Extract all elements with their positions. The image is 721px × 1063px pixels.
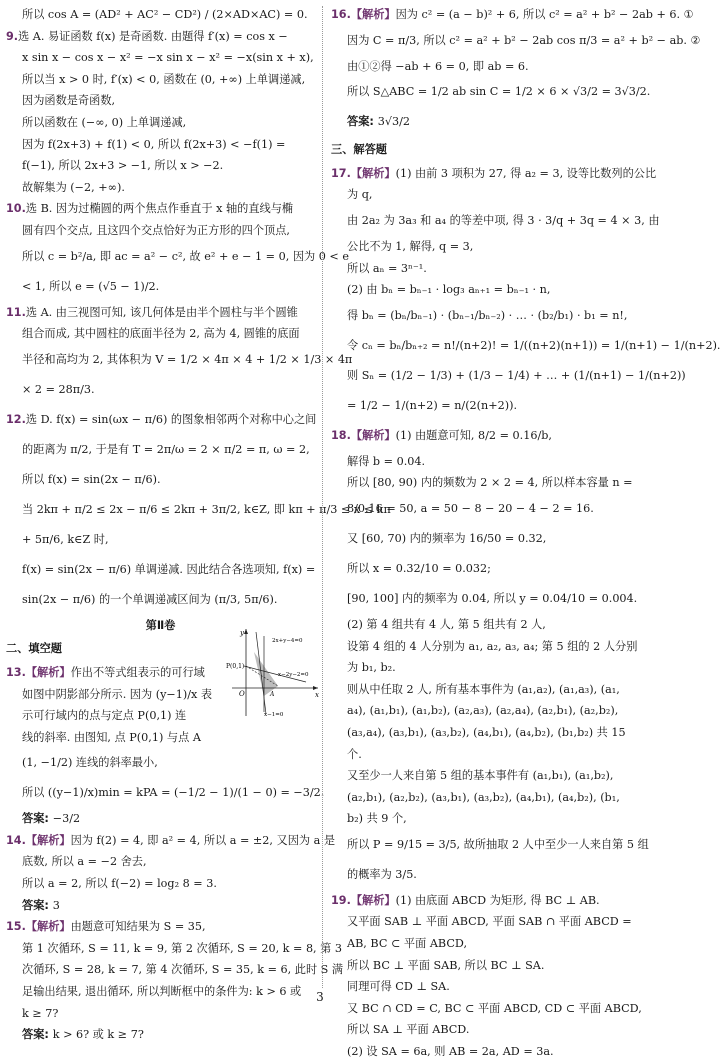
right-text-line [331, 451, 635, 473]
question-number: 19. [331, 893, 351, 907]
right-text-line [331, 679, 635, 701]
right-text-line [331, 279, 635, 301]
right-text-line [331, 236, 635, 258]
line-text: (2) 设 SA = 6a, 则 AB = 2a, AD = 3a. [347, 1045, 554, 1059]
left-text-line [6, 555, 315, 585]
left-text-line [6, 323, 315, 345]
line-text: 得 bₙ = (bₙ/bₙ₋₁) · (bₙ₋₁/bₙ₋₂) · … · (b₂/b₁) · b₁ = n!, [347, 308, 628, 322]
left-text-line [6, 405, 315, 435]
left-text-line [6, 1024, 315, 1046]
left-text-line [6, 916, 315, 938]
line-text: 所以 S△ABC = 1/2 ab sin C = 1/2 × 6 × √3/2 = 3√3/2. [347, 85, 651, 99]
line-text: 所以 x = 0.32/10 = 0.032; [347, 561, 491, 575]
question-number: 11. [6, 305, 26, 319]
line-text: 公比不为 1, 解得, q = 3, [347, 239, 474, 253]
left-text-line [6, 1003, 315, 1025]
left-text-line [6, 112, 315, 134]
question-number: 15. [6, 920, 26, 934]
right-text-line [331, 584, 638, 614]
question-number: 18. [331, 428, 351, 442]
feasible-region-figure [226, 626, 322, 718]
right-text-line [331, 421, 635, 451]
question-number: 17. [331, 166, 351, 180]
left-text-line [6, 585, 315, 615]
left-text-line [6, 435, 315, 465]
right-text-line [331, 56, 635, 78]
analysis-tag: 【解析】 [25, 920, 71, 934]
right-text-line [331, 890, 635, 912]
column-divider [322, 6, 323, 988]
answer-label: 答案: [347, 115, 378, 129]
y-label: y [240, 629, 244, 637]
right-text-line [331, 787, 635, 809]
right-text-line [331, 700, 635, 722]
analysis-tag: 【解析】 [25, 833, 71, 847]
line-text: 所以 BC ⊥ 平面 SAB, 所以 BC ⊥ SA. [347, 958, 545, 972]
line-text: 所以 aₙ = 3ⁿ⁻¹. [347, 261, 427, 275]
right-text-line [331, 258, 635, 280]
line-2-label: x−2y−2=0 [278, 672, 309, 678]
line-text: 因为 f(2x+3) + f(1) < 0, 所以 f(2x+3) < −f(1) = [22, 137, 286, 151]
right-text-line [331, 636, 638, 658]
line-text: (a₃,a₄), (a₃,b₁), (a₃,b₂), (a₄,b₁), (a₄,b₂), (b₁,b₂) 共 15 [347, 725, 626, 739]
line-3-label: x−1=0 [264, 712, 284, 718]
question-number: 12. [6, 412, 26, 426]
analysis-tag: 【解析】 [350, 428, 396, 442]
line-text: (1) 由底面 ABCD 为矩形, 得 BC ⊥ AB. [395, 893, 600, 907]
line-1-label: 2x+y−4=0 [272, 638, 303, 644]
line-text: 3√3/2 [377, 115, 411, 129]
left-text-line [6, 272, 315, 302]
line-text: 又 BC ∩ CD = C, BC ⊂ 平面 ABCD, CD ⊂ 平面 ABCD, [347, 1001, 642, 1015]
left-text-line [6, 90, 315, 112]
line-text: 由题意可知结果为 S = 35, [70, 920, 206, 934]
right-text-line [331, 744, 635, 766]
left-text-line [6, 26, 315, 48]
y-axis-arrow [244, 629, 248, 634]
left-text-line [6, 345, 353, 375]
left-text-line [6, 938, 343, 960]
line-text: 示可行域内的点与定点 P(0,1) 连 [22, 709, 187, 723]
left-text-line [6, 959, 344, 981]
left-text-line [6, 177, 315, 199]
line-text: = 1/2 − 1/(n+2) = n/(2(n+2)). [347, 398, 518, 412]
right-text-line [331, 361, 686, 391]
analysis-tag: 【解析】 [350, 8, 396, 21]
left-text-line [6, 134, 315, 156]
line-text: 半径和高均为 2, 其体积为 V = 1/2 × 4π × 4 + 1/2 × 1/3 × 4π [22, 352, 353, 366]
line-text: + 5π/6, k∈Z 时, [22, 532, 109, 546]
analysis-tag: 【解析】 [25, 665, 71, 679]
question-number: 13. [6, 665, 26, 679]
line-text: AB, BC ⊂ 平面 ABCD, [347, 937, 468, 951]
line-text: (1) 由题意可知, 8/2 = 0.16/b, [395, 428, 552, 442]
line-text: 足输出结果, 退出循环, 所以判断框中的条件为: k > 6 或 [22, 985, 302, 999]
left-text-line [6, 830, 336, 852]
left-text-line [6, 727, 315, 749]
question-number: 10. [6, 202, 26, 216]
line-text: 所以 SA ⊥ 平面 ABCD. [347, 1023, 470, 1037]
right-text-line [331, 77, 651, 107]
right-text-line [331, 830, 649, 860]
right-text-line [331, 301, 635, 331]
x-label: x [315, 691, 319, 699]
line-text: (2) 第 4 组共有 4 人, 第 5 组共有 2 人, [347, 617, 546, 631]
left-text-line [6, 198, 315, 220]
line-text: 圆有四个交点, 且这四个交点恰好为正方形的四个顶点, [22, 223, 290, 237]
right-text-line [331, 391, 635, 421]
line-text: 底数, 所以 a = −2 舍去, [22, 855, 147, 869]
line-text: 解得 b = 0.04. [347, 454, 426, 468]
line-text: b₂) 共 9 个, [347, 812, 407, 826]
right-text-line [331, 808, 635, 830]
line-text: 令 cₙ = bₙ/bₙ₊₂ = n!/(n+2)! = 1/((n+2)(n+1)) = 1/(n+1) − 1/(n+2). [347, 338, 721, 352]
left-text-line [6, 808, 315, 830]
line-text: (1) 由前 3 项积为 27, 得 a₂ = 3, 设等比数列的公比 [395, 166, 657, 180]
line-text: sin(2x − π/6) 的一个单调递减区间为 (π/3, 5π/6). [22, 592, 278, 606]
left-text-line [6, 375, 315, 405]
right-text-line [331, 860, 635, 890]
line-text: 因为函数是奇函数, [22, 94, 116, 108]
right-text-line [331, 331, 721, 361]
line-text: 所以 c = b²/a, 即 ac = a² − c², 故 e² + e − 1 = 0, 因为 0 < e [22, 249, 349, 263]
question-number: 16. [331, 8, 351, 21]
left-text-line [6, 748, 315, 778]
line-text: 个. [347, 747, 362, 761]
left-text-line [6, 4, 315, 26]
left-text-line [6, 47, 315, 69]
right-text-line [331, 765, 635, 787]
left-text-line [6, 495, 391, 525]
line-text: [90, 100] 内的频率为 0.04, 所以 y = 0.04/10 = 0.004. [347, 591, 638, 605]
right-text-line [331, 911, 635, 933]
left-text-line [6, 302, 315, 324]
line-text: 二、填空题 [6, 642, 62, 656]
line-text: 所以 [80, 90) 内的频数为 2 × 2 = 4, 所以样本容量 n = [347, 476, 633, 490]
line-text: 如图中阴影部分所示. 因为 (y−1)/x 表 [22, 687, 213, 701]
line-text: 的概率为 3/5. [347, 867, 417, 881]
answer-label: 答案: [22, 812, 53, 826]
line-text: 第Ⅱ卷 [145, 618, 176, 632]
right-text-line [331, 722, 635, 744]
line-text: 次循环, S = 28, k = 7, 第 4 次循环, S = 35, k = 6, 此时 S 满 [22, 963, 344, 977]
right-text-line [331, 163, 657, 185]
left-text-line [6, 873, 315, 895]
line-text: 所以 cos A = (AD² + AC² − CD²) / (2×AD×AC) = 0. [22, 8, 308, 21]
left-text-line [6, 155, 315, 177]
line-text: 为 b₁, b₂. [347, 661, 396, 675]
right-text-line [331, 4, 694, 26]
line-text: 所以当 x > 0 时, f′(x) < 0, 函数在 (0, +∞) 上单调递减, [22, 72, 306, 86]
line-text: −3/2 [52, 812, 81, 826]
right-text-line [331, 26, 701, 56]
answer-label: 答案: [22, 1028, 53, 1042]
line-text: x sin x − cos x − x² = −x sin x − x² = −x(sin x + x), [22, 51, 314, 65]
right-text-line [331, 933, 635, 955]
right-text-line [331, 107, 635, 137]
line-text: (a₂,b₁), (a₂,b₂), (a₃,b₁), (a₃,b₂), (a₄,b₁), (a₄,b₂), (b₁, [347, 790, 620, 804]
line-text: 第 1 次循环, S = 11, k = 9, 第 2 次循环, S = 20, k = 8, 第 3 [22, 941, 343, 955]
question-number: 9. [6, 29, 19, 43]
right-text-line [331, 494, 635, 524]
line-text: 所以函数在 (−∞, 0) 上单调递减, [22, 115, 187, 129]
line-text: 选 B. 因为过椭圆的两个焦点作垂直于 x 轴的直线与椭 [25, 202, 294, 216]
answer-label: 答案: [22, 898, 53, 912]
line-text: 则从中任取 2 人, 所有基本事件为 (a₁,a₂), (a₁,a₃), (a₁, [347, 682, 620, 696]
line-text: 设第 4 组的 4 人分别为 a₁, a₂, a₃, a₄; 第 5 组的 2 人分别 [347, 639, 638, 653]
right-text-line [331, 524, 635, 554]
question-number: 14. [6, 833, 26, 847]
right-text-line [331, 1019, 635, 1041]
line-text: 当 2kπ + π/2 ≤ 2x − π/6 ≤ 2kπ + 3π/2, k∈Z, 即 kπ + π/3 ≤ x ≤ kπ [22, 502, 391, 516]
line-text: 因为 C = π/3, 所以 c² = a² + b² − 2ab cos π/3 = a² + b² − ab. ② [347, 33, 701, 47]
line-text: 所以 a = 2, 所以 f(−2) = log₂ 8 = 3. [22, 877, 217, 891]
left-text-line [6, 69, 315, 91]
line-text: k ≥ 7? [22, 1006, 59, 1020]
line-text: 由①②得 −ab + 6 = 0, 即 ab = 6. [347, 59, 529, 73]
right-text-line [331, 554, 635, 584]
left-text-line [6, 525, 315, 555]
line-text: 又平面 SAB ⊥ 平面 ABCD, 平面 SAB ∩ 平面 ABCD = [347, 915, 632, 929]
line-text: 组合而成, 其中圆柱的底面半径为 2, 高为 4, 圆锥的底面 [22, 327, 300, 341]
right-text-line [331, 1041, 635, 1063]
point-a-label: A [270, 691, 275, 698]
analysis-tag: 【解析】 [350, 893, 396, 907]
line-text: 选 D. f(x) = sin(ωx − π/6) 的图象相邻两个对称中心之间 [25, 412, 317, 426]
line-text: 选 A. 由三视图可知, 该几何体是由半个圆柱与半个圆锥 [25, 305, 298, 319]
line-text: 同理可得 CD ⊥ SA. [347, 980, 450, 994]
point-p-label: P(0,1) [226, 663, 245, 670]
right-text-line [331, 955, 635, 977]
line-text: 三、解答题 [331, 143, 387, 157]
line-text: f(x) = sin(2x − π/6) 单调递减. 因此结合各选项知, f(x) = [22, 562, 316, 576]
right-text-line [331, 206, 660, 236]
left-text-line [6, 220, 315, 242]
line-text: 由 2a₂ 为 3a₃ 和 a₄ 的等差中项, 得 3 · 3/q + 3q = 4 × 3, 由 [347, 213, 660, 227]
right-text-line [331, 472, 635, 494]
right-text-line [331, 614, 635, 636]
line-text: 为 q, [347, 188, 373, 202]
right-text-line [331, 184, 635, 206]
line-text: 则 Sₙ = (1/2 − 1/3) + (1/3 − 1/4) + … + (1/(n+1) − 1/(n+2)) [347, 368, 686, 382]
origin-label: O [239, 690, 245, 698]
line-text: 8/0.16 = 50, a = 50 − 8 − 20 − 4 − 2 = 16. [347, 501, 594, 515]
line-text: 的距离为 π/2, 于是有 T = 2π/ω = 2 × π/2 = π, ω = 2, [22, 442, 310, 456]
line-text: 选 A. 易证函数 f(x) 是奇函数. 由题得 f′(x) = cos x − [18, 29, 288, 43]
line-text: 所以 f(x) = sin(2x − π/6). [22, 472, 161, 486]
line-text: 作出不等式组表示的可行域 [70, 665, 205, 679]
line-text: 因为 f(2) = 4, 即 a² = 4, 所以 a = ±2, 又因为 a 是 [70, 833, 336, 847]
left-text-line [6, 895, 315, 917]
x-axis-arrow [313, 686, 318, 690]
left-text-line [6, 778, 325, 808]
line-text: 线的斜率. 由图知, 点 P(0,1) 与点 A [22, 730, 201, 744]
line-text: f(−1), 所以 2x+3 > −1, 所以 x > −2. [22, 159, 224, 173]
analysis-tag: 【解析】 [350, 166, 396, 180]
right-text-line [331, 139, 635, 161]
page-number: 3 [316, 990, 324, 1004]
line-text: 所以 ((y−1)/x)min = kPA = (−1/2 − 1)/(1 − 0) = −3/2. [22, 786, 325, 800]
line-text: 所以 P = 9/15 = 3/5, 故所抽取 2 人中至少一人来自第 5 组 [347, 837, 649, 851]
line-text: a₄), (a₁,b₁), (a₁,b₂), (a₂,a₃), (a₂,a₄), (a₂,b₁), (a₂,b₂), [347, 704, 619, 718]
right-column [331, 4, 721, 1063]
line-text: k > 6? 或 k ≥ 7? [52, 1028, 144, 1042]
left-text-line [6, 465, 315, 495]
line-text: (2) 由 bₙ = bₙ₋₁ · log₃ aₙ₊₁ = bₙ₋₁ · n, [347, 283, 551, 297]
line-text: 又至少一人来自第 5 组的基本事件有 (a₁,b₁), (a₁,b₂), [347, 769, 614, 783]
line-text: 因为 c² = (a − b)² + 6, 所以 c² = a² + b² − 2ab + 6. ① [395, 8, 694, 21]
left-text-line [6, 242, 349, 272]
right-text-line [331, 657, 635, 679]
line-text: 又 [60, 70) 内的频率为 16/50 = 0.32, [347, 531, 547, 545]
line-text: × 2 = 28π/3. [22, 382, 95, 396]
left-text-line [6, 851, 315, 873]
line-text: 故解集为 (−2, +∞). [22, 180, 125, 194]
line-text: 3 [52, 898, 60, 912]
line-text: (1, −1/2) 连线的斜率最小, [22, 756, 158, 770]
line-text: < 1, 所以 e = (√5 − 1)/2. [22, 279, 160, 293]
